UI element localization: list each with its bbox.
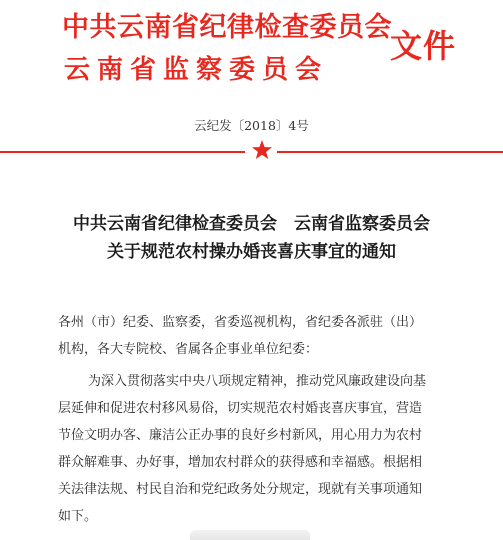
red-star-icon (251, 139, 273, 161)
document-number: 云纪发〔2018〕4号 (194, 118, 309, 133)
red-separator-left (0, 151, 245, 153)
body-line: 群众解难事、办好事，增加农村群众的获得感和幸福感。根据相 (58, 455, 423, 470)
body-line: 机构，各大专院校、省属各企事业单位纪委： (58, 342, 319, 357)
body-line: 节俭文明办客、廉洁公正办事的良好乡村新风，用心用力为农村 (58, 428, 423, 443)
body-line: 为深入贯彻落实中央八项规定精神，推动党风廉政建设向基 (88, 374, 427, 389)
red-letterhead (0, 0, 503, 100)
red-separator-right (277, 151, 503, 153)
notice-title-line-1: 中共云南省纪律检查委员会 云南省监察委员会 (73, 214, 430, 234)
body-line: 各州（市）纪委、监察委，省委巡视机构，省纪委各派驻（出） (58, 315, 423, 330)
body-line: 如下。 (58, 509, 98, 524)
scroll-edge-shadow (190, 530, 310, 540)
org-name-supervision-commission: 云南省监察委员会 (64, 55, 329, 85)
notice-title-line-2: 关于规范农村操办婚丧喜庆事宜的通知 (107, 242, 396, 262)
body-line: 层延伸和促进农村移风易俗，切实规范农村婚丧喜庆事宜，营造 (58, 401, 423, 416)
doc-type-label: 文件 (390, 27, 457, 65)
org-name-discipline-commission: 中共云南省纪律检查委员会 (62, 12, 392, 43)
body-line: 关法律法规、村民自治和党纪政务处分规定，现就有关事项通知 (58, 482, 423, 497)
